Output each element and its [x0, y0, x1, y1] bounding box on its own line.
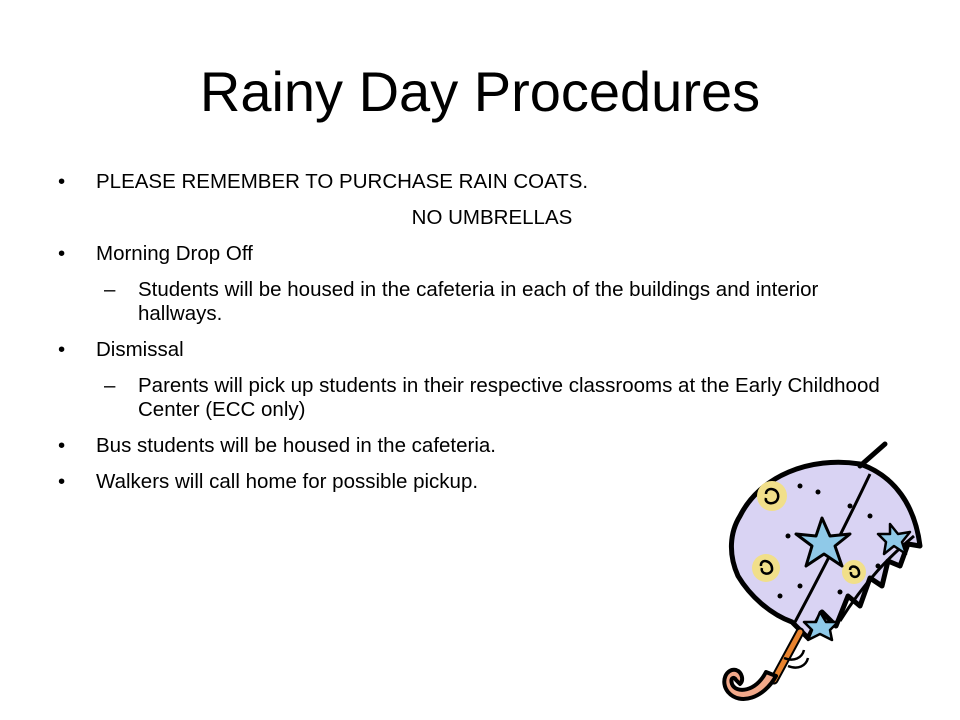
umbrella-tip [860, 444, 885, 466]
umbrella-stick-fill [774, 632, 800, 680]
list-item-text: Bus students will be housed in the cafeteria. [96, 434, 496, 457]
umbrella-icon [700, 436, 940, 712]
umbrella-handle [724, 670, 776, 699]
slide-title: Rainy Day Procedures [199, 60, 761, 123]
list-item-text: Dismissal [96, 338, 184, 361]
list-item [58, 206, 888, 230]
sub-list-item [58, 374, 888, 422]
bullet-marker: • [58, 170, 66, 193]
list-item [58, 338, 888, 362]
sub-list-item-text: Parents will pick up students in their respective classrooms at the Early Childhood Center (ECC only) [138, 374, 880, 421]
sub-list-item [58, 278, 888, 326]
bullet-marker: • [58, 434, 66, 457]
bullet-marker: • [58, 338, 66, 361]
dash-marker: – [104, 374, 116, 397]
list-item-text: Walkers will call home for possible pickup. [96, 470, 479, 493]
dash-marker: – [104, 278, 116, 301]
list-item [58, 242, 888, 266]
list-item-text: Morning Drop Off [96, 242, 253, 265]
bullet-marker: • [58, 470, 66, 493]
list-item-text: NO UMBRELLAS [411, 206, 573, 229]
list-item [58, 170, 888, 194]
bullet-marker: • [58, 242, 66, 265]
list-item-text: PLEASE REMEMBER TO PURCHASE RAIN COATS. [96, 170, 589, 193]
sub-list-item-text: Students will be housed in the cafeteria in each of the buildings and interior hallways. [138, 278, 819, 325]
